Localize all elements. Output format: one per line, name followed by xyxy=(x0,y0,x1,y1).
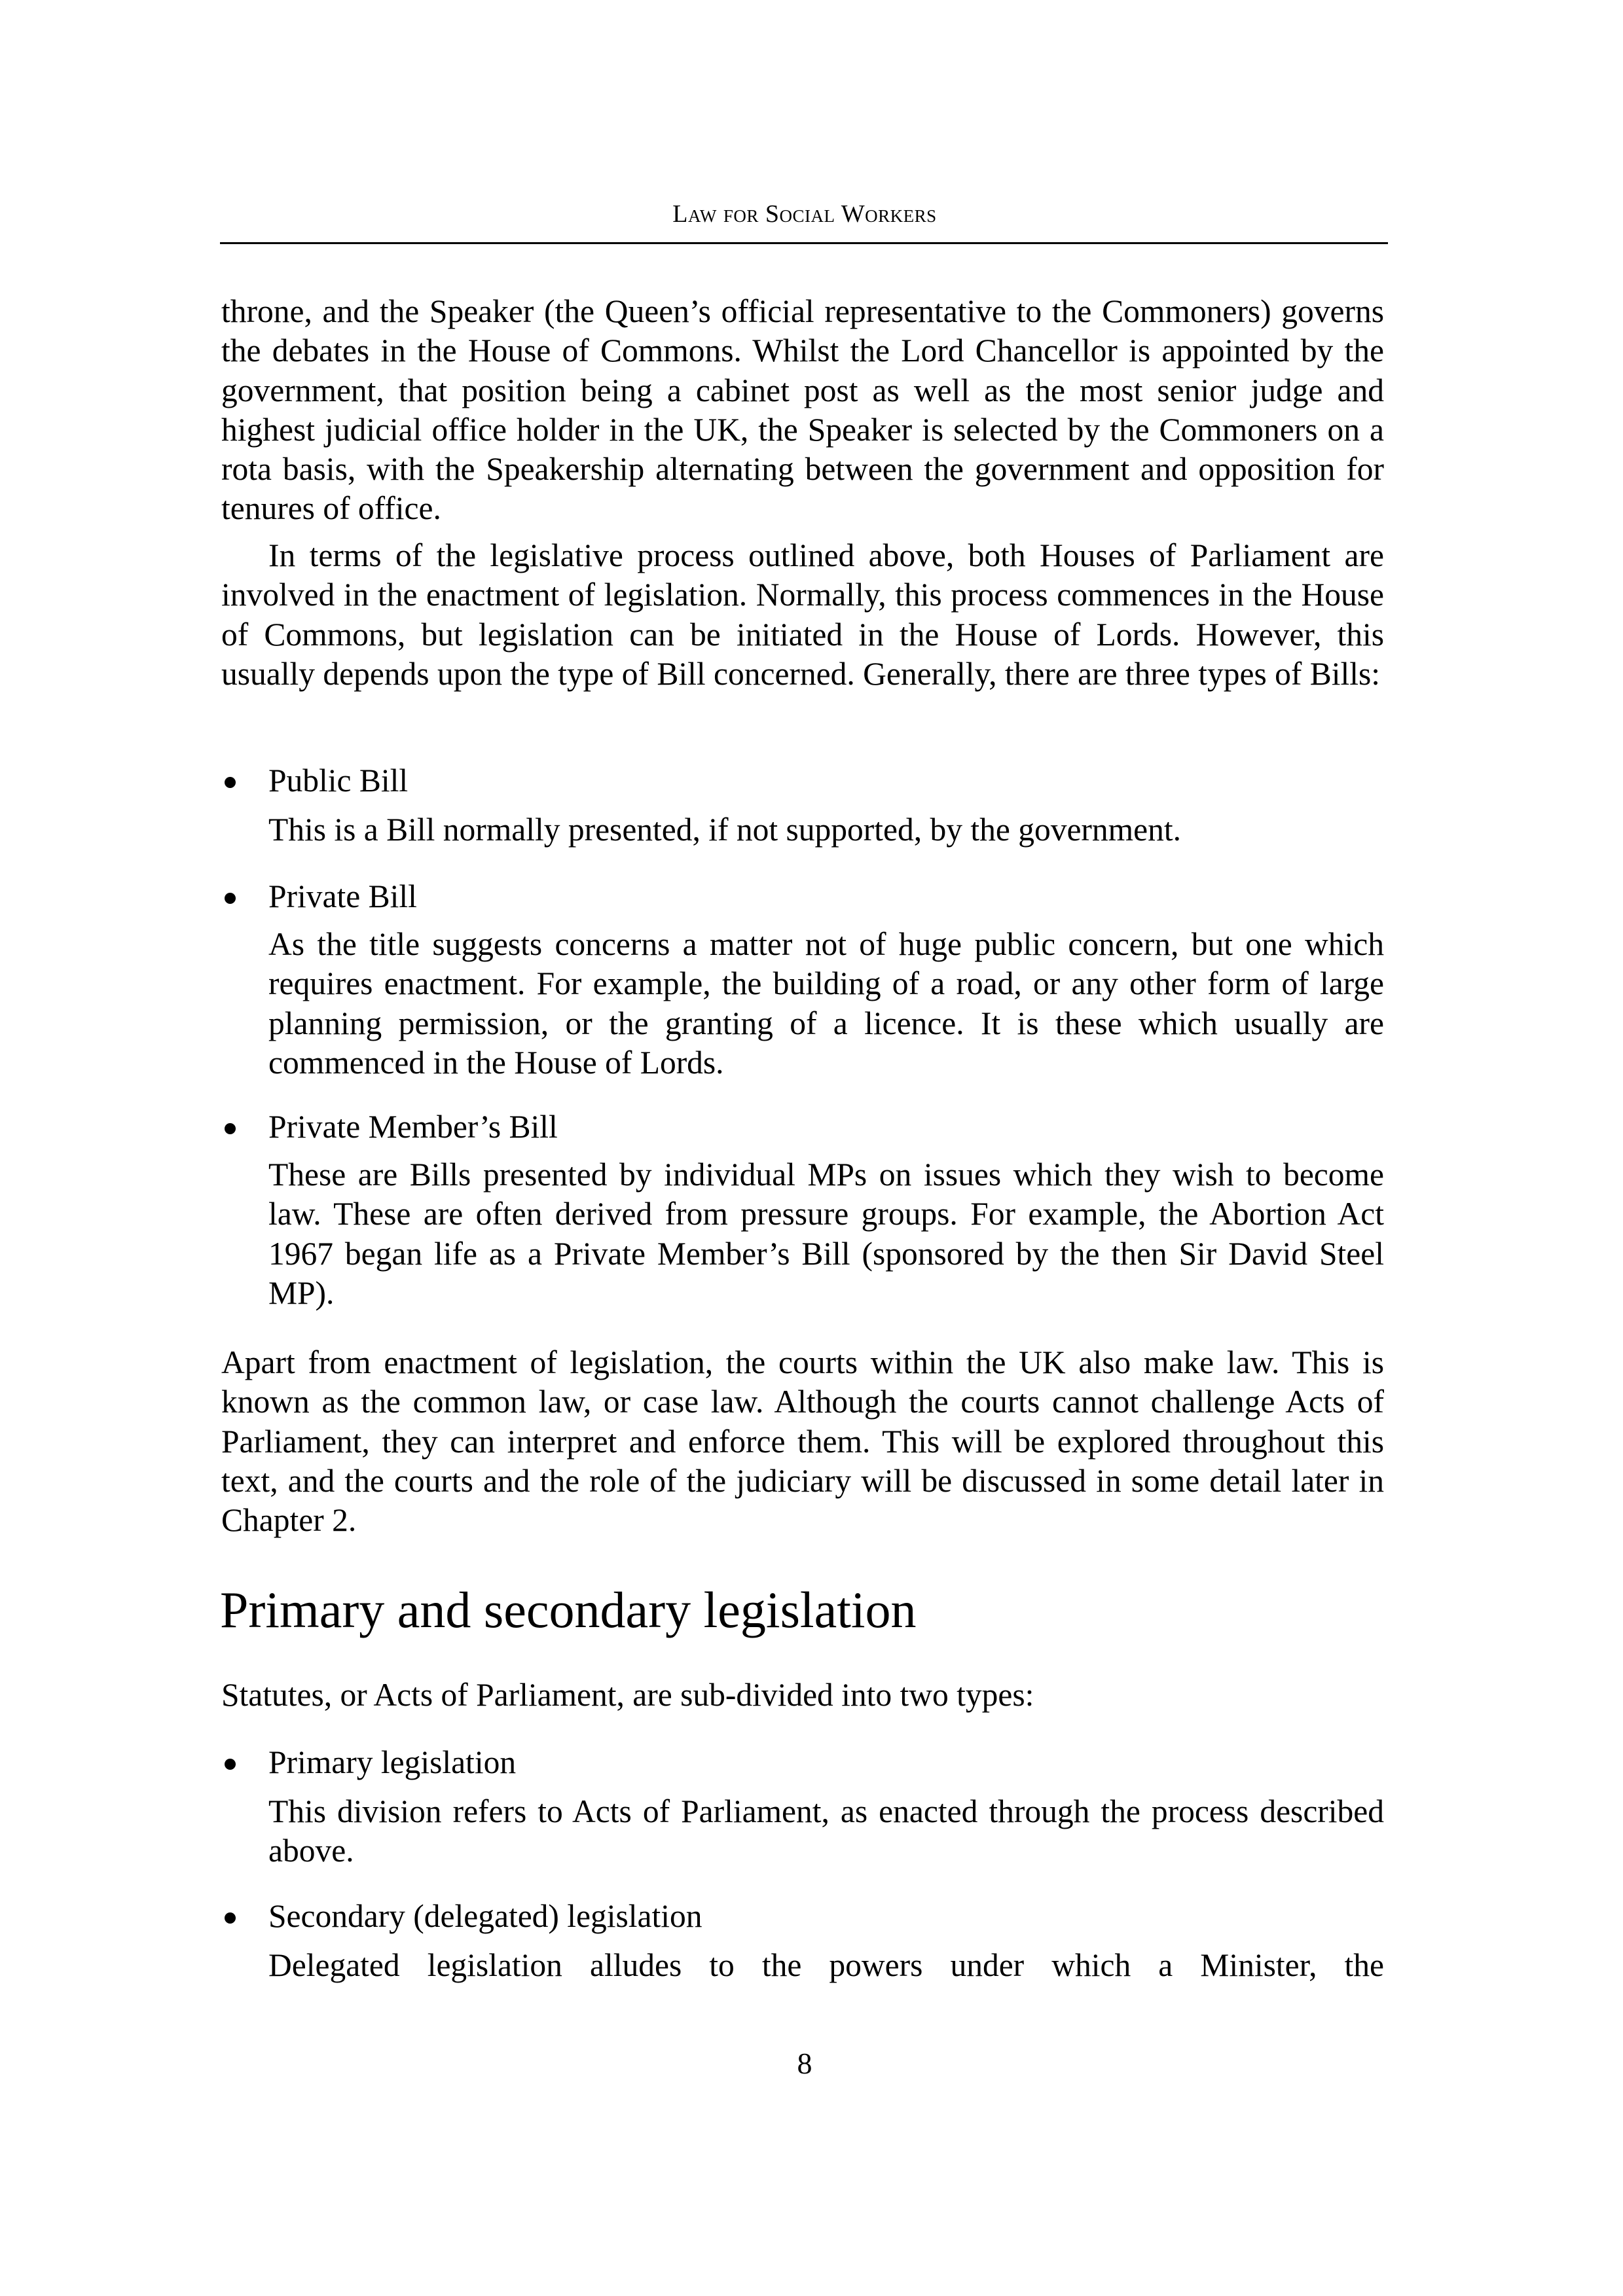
list-item-title: Public Bill xyxy=(268,762,409,798)
list-item-description: This is a Bill normally presented, if not supported, by the government. xyxy=(268,812,1182,848)
section-heading: Primary and secondary legislation xyxy=(220,1581,917,1638)
list-item-title: Primary legislation xyxy=(268,1744,517,1780)
list-item-primary-legislation xyxy=(221,1743,1384,1874)
list-item-title: Secondary (delegated) legislation xyxy=(268,1898,702,1934)
list-item-description: As the title suggests concerns a matter not of huge public concern, but one which requires enactment. For example, the building of a road, or any other form of large planning permission, or the granting of a licence. It is these which usually are commenced in the House of Lords. xyxy=(268,926,1384,1081)
paragraph-text: throne, and the Speaker (the Queen’s official representative to the Commoners) governs the debates in the House of Commons. Whilst the Lord Chancellor is appointed by the government, that position being a cabinet post as well as the most senior judge and highest judicial office holder in the UK, the Speaker is selected by the Commoners on a rota basis, with the Speakership alternating between the government and opposition for tenures of office. xyxy=(221,293,1384,527)
list-item-title: Private Member’s Bill xyxy=(268,1109,558,1145)
list-item-description: These are Bills presented by individual MPs on issues which they wish to become law. These are often derived from pressure groups. For example, the Abortion Act 1967 began life as a Private Member’s Bill (sponsored by the then Sir David Steel MP). xyxy=(268,1157,1384,1311)
list-item-secondary-legislation xyxy=(221,1897,1384,1988)
paragraph-common-law xyxy=(221,1343,1384,1540)
list-item-description: This division refers to Acts of Parliament, as enacted through the process described above. xyxy=(268,1793,1384,1869)
list-item-description: Delegated legislation alludes to the powers under which a Minister, the xyxy=(268,1947,1384,1983)
list-item-private-members-bill xyxy=(221,1107,1384,1317)
list-item-private-bill xyxy=(221,877,1384,1086)
paragraph-statutes-intro xyxy=(221,1676,1384,1715)
list-item-title: Private Bill xyxy=(268,878,417,914)
page-number: 8 xyxy=(797,2047,812,2080)
list-item-public-bill xyxy=(221,761,1384,853)
header-rule xyxy=(220,242,1388,244)
paragraph-text: In terms of the legislative process outlined above, both Houses of Parliament are involved in the enactment of legislation. Normally, this process commences in the House of Commons, but legislation can be initiated in the House of Lords. However, this usually depends upon the type of Bill concerned. Generally, there are three types of Bills: xyxy=(221,537,1384,692)
paragraph-legislative-process xyxy=(221,536,1384,694)
running-head: Law for Social Workers xyxy=(672,200,937,228)
paragraph-text: Statutes, or Acts of Parliament, are sub-divided into two types: xyxy=(221,1677,1034,1713)
paragraph-text: Apart from enactment of legislation, the courts within the UK also make law. This is known as the common law, or case law. Although the courts cannot challenge Acts of Parliament, they can interpret and enforce them. This will be explored throughout this text, and the courts and the role of the judiciary will be discussed in some detail later in Chapter 2. xyxy=(221,1344,1384,1539)
paragraph-speaker xyxy=(221,292,1384,529)
